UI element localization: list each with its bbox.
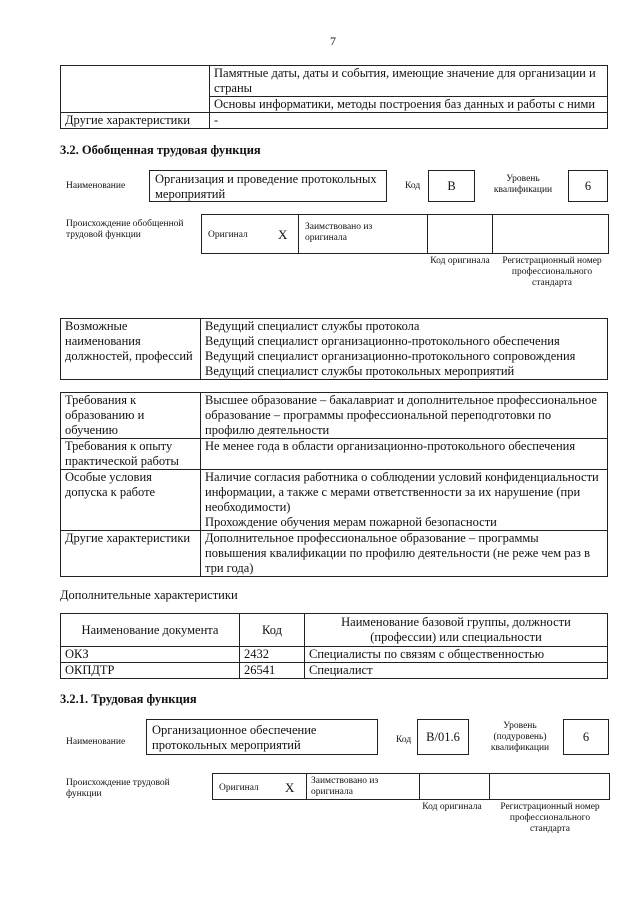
knowledge-item: Основы информатики, методы построения баз данных и работы с ними <box>210 97 608 113</box>
req-value: Наличие согласия работника о соблюдении условий конфиденциальности информации, а также с мерами ответственности за их нарушение (при необходимости) <box>205 470 599 514</box>
origin-box <box>212 773 610 800</box>
other-characteristics-label: Другие характеристики <box>61 113 210 129</box>
positions-label: Возможные наименования должностей, профессий <box>61 319 201 380</box>
function-name-box <box>146 719 378 755</box>
origin-label: Происхождение обобщенной трудовой функции <box>66 219 184 240</box>
table-row: ОКЗ 2432 Специалисты по связям с общественностью <box>61 647 608 663</box>
position-item: Ведущий специалист службы протокола <box>205 319 420 333</box>
req-label: Требования к образованию и обучению <box>61 393 201 439</box>
function-name: Организация и проведение протокольных мероприятий <box>155 172 377 201</box>
borrowed-label: Заимствовано из оригинала <box>305 222 373 243</box>
page-number: 7 <box>330 34 336 48</box>
req-value: Не менее года в области организационно-протокольного обеспечения <box>201 439 608 470</box>
section-title: 3.2. Обобщенная трудовая функция <box>60 143 261 157</box>
col-header: Наименование базовой группы, должности (профессии) или специальности <box>305 614 608 647</box>
code-label: Код <box>405 181 421 191</box>
table-row: ОКПДТР 26541 Специалист <box>61 663 608 679</box>
col-header: Наименование документа <box>61 614 240 647</box>
other-characteristics-value: - <box>210 113 608 129</box>
additional-table <box>60 613 608 679</box>
name-label: Наименование <box>66 181 126 191</box>
original-label: Оригинал <box>208 230 248 240</box>
reg-number-label: Регистрационный номер профессионального стандарта <box>500 802 600 834</box>
additional-title: Дополнительные характеристики <box>60 588 238 602</box>
level-label: Уровень (подуровень) квалификации <box>490 721 550 753</box>
level-value: 6 <box>582 729 590 744</box>
req-label: Другие характеристики <box>61 531 201 577</box>
code-label: Код <box>396 735 412 745</box>
req-value: Прохождение обучения мерам пожарной безопасности <box>205 515 497 529</box>
original-mark: X <box>278 227 288 242</box>
req-label: Требования к опыту практической работы <box>61 439 201 470</box>
req-value: Дополнительное профессиональное образование – программы повышения квалификации по профилю деятельности (не реже чем раз в три года) <box>201 531 608 577</box>
level-box <box>568 170 608 202</box>
subsection-title: 3.2.1. Трудовая функция <box>60 692 197 706</box>
code-value: B/01.6 <box>426 729 460 744</box>
level-box <box>563 719 609 755</box>
col-header: Код <box>240 614 305 647</box>
position-item: Ведущий специалист организационно-протокольного обеспечения <box>205 334 560 348</box>
original-mark: X <box>285 780 295 795</box>
code-box <box>428 170 475 202</box>
function-name-box <box>149 170 387 202</box>
code-box <box>417 719 469 755</box>
positions-table <box>60 318 608 380</box>
level-label: Уровень квалификации <box>493 174 553 195</box>
knowledge-item: Памятные даты, даты и события, имеющие значение для организации и страны <box>210 66 608 97</box>
code-original-label: Код оригинала <box>430 256 490 266</box>
code-original-label: Код оригинала <box>422 802 482 812</box>
reg-number-label: Регистрационный номер профессионального стандарта <box>502 256 602 288</box>
req-label: Особые условия допуска к работе <box>61 470 201 531</box>
position-item: Ведущий специалист организационно-протокольного сопровождения <box>205 349 576 363</box>
code-value: B <box>447 178 456 193</box>
borrowed-label: Заимствовано из оригинала <box>311 776 379 797</box>
requirements-table <box>60 392 608 577</box>
function-name: Организационное обеспечение протокольных мероприятий <box>152 723 317 752</box>
origin-label: Происхождение трудовой функции <box>66 778 170 799</box>
knowledge-table <box>60 65 608 129</box>
original-label: Оригинал <box>219 783 259 793</box>
position-item: Ведущий специалист службы протокольных мероприятий <box>205 364 515 378</box>
name-label: Наименование <box>66 737 126 747</box>
req-value: Высшее образование – бакалавриат и дополнительное профессиональное образование – программы профессиональной переподготовки по профилю деятельности <box>201 393 608 439</box>
origin-box <box>201 214 609 254</box>
level-value: 6 <box>584 178 592 193</box>
